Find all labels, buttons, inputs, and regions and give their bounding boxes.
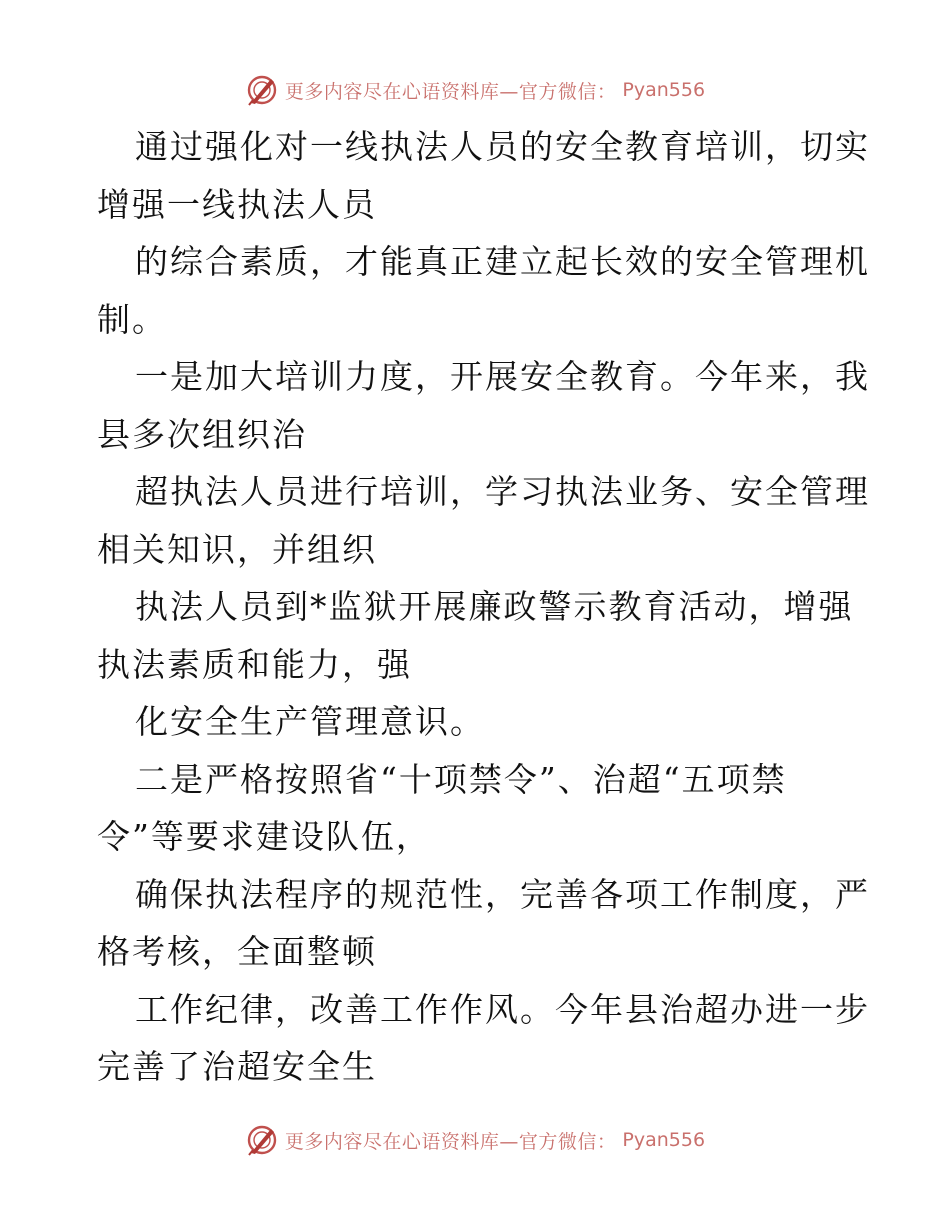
body-line: 工作纪律，改善工作作风。今年县治超办进一步 xyxy=(135,989,870,1029)
body-line: 确保执法程序的规范性，完善各项工作制度，严 xyxy=(135,874,870,914)
footer-banner xyxy=(0,1120,950,1160)
header-banner-text: 更多内容尽在心语资料库—官方微信： xyxy=(284,80,617,103)
body-line: 完善了治超安全生 xyxy=(97,1047,377,1086)
document-body xyxy=(97,118,870,1096)
body-line: 通过强化对一线执法人员的安全教育培训，切实 xyxy=(135,127,870,166)
body-line: 化安全生产管理意识。 xyxy=(135,702,485,741)
body-line: 令”等要求建设队伍， xyxy=(97,817,431,856)
body-line: 的综合素质，才能真正建立起长效的安全管理机 xyxy=(135,242,870,281)
header-banner-handle: Pyan556 xyxy=(622,79,706,101)
header-banner xyxy=(0,70,950,110)
body-line: 执法人员到*监狱开展廉政警示教育活动，增强 xyxy=(135,587,854,626)
body-line: 相关知识，并组织 xyxy=(97,529,377,569)
quill-seal-icon xyxy=(245,1123,279,1157)
body-line: 格考核，全面整顿 xyxy=(97,932,377,971)
body-line: 执法素质和能力，强 xyxy=(97,644,412,684)
body-line: 县多次组织治 xyxy=(97,414,307,454)
body-line: 一是加大培训力度，开展安全教育。今年来，我 xyxy=(135,357,870,396)
quill-seal-icon xyxy=(245,73,279,107)
body-line: 制。 xyxy=(97,299,167,339)
footer-banner-text: 更多内容尽在心语资料库—官方微信： xyxy=(284,1130,617,1153)
body-line: 二是严格按照省“十项禁令”、治超“五项禁 xyxy=(135,759,787,799)
footer-banner-handle: Pyan556 xyxy=(622,1129,706,1151)
body-line: 增强一线执法人员 xyxy=(97,184,377,224)
body-line: 超执法人员进行培训，学习执法业务、安全管理 xyxy=(135,472,870,511)
